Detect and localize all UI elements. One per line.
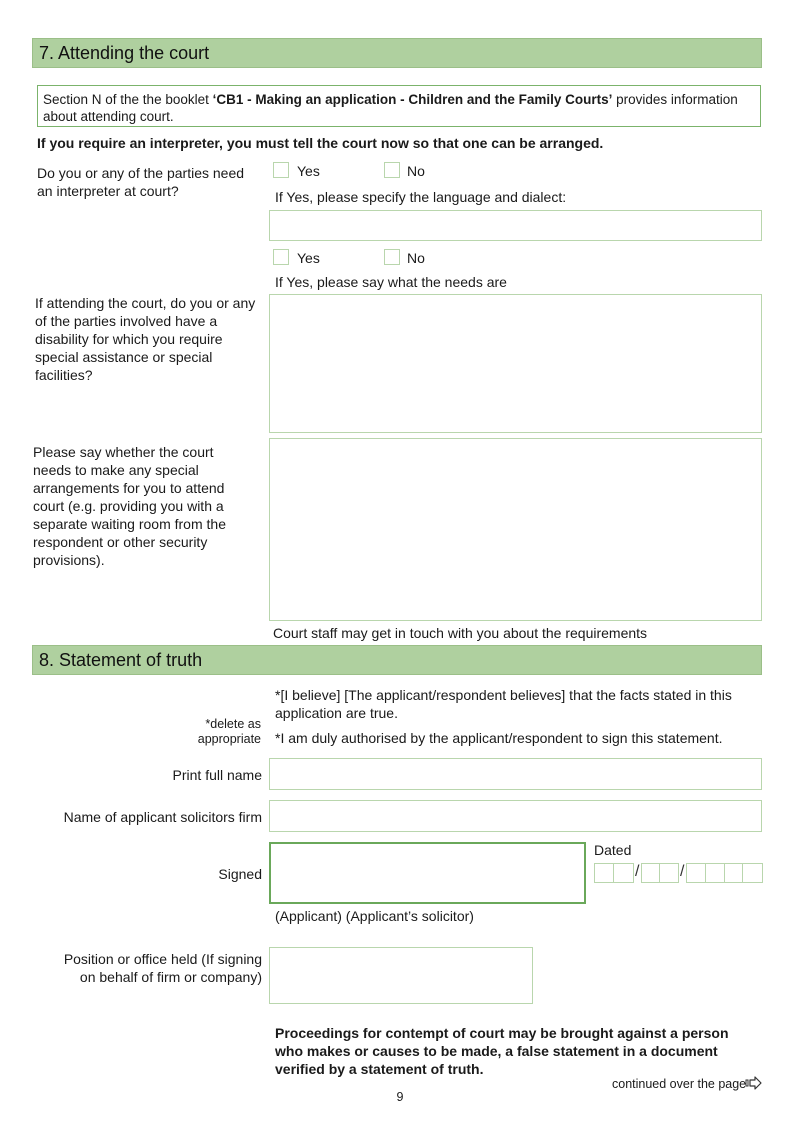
page-number: 9 — [396, 1090, 404, 1104]
disability-no-label: No — [407, 250, 425, 266]
disability-yes-label: Yes — [297, 250, 320, 266]
disability-question: If attending the court, do you or any of the parties involved have a disability for which you require special assistance or special facilities? — [35, 295, 256, 383]
needs-prompt: If Yes, please say what the needs are — [275, 274, 507, 290]
belief-statement: *[I believe] [The applicant/respondent believes] that the facts stated in this application are true. — [275, 687, 732, 721]
date-year-input[interactable] — [686, 863, 763, 883]
arrangements-question: Please say whether the court needs to make any special arrangements for you to attend court (e.g. providing you with a separate waiting room from the respondent or other security provisions). — [33, 444, 226, 568]
section-8-header: 8. Statement of truth — [32, 645, 762, 675]
authorised-statement: *I am duly authorised by the applicant/respondent to sign this statement. — [275, 730, 723, 746]
interpreter-notice: If you require an interpreter, you must tell the court now so that one can be arranged. — [37, 135, 604, 151]
signed-label: Signed — [218, 866, 262, 882]
interpreter-question: Do you or any of the parties need an interpreter at court? — [37, 165, 245, 199]
arrangements-textarea[interactable] — [269, 438, 762, 621]
signature-box[interactable] — [269, 842, 586, 904]
continued-label: continued over the page — [612, 1077, 747, 1091]
contempt-warning: Proceedings for contempt of court may be brought against a person who makes or causes to be made, a false statement in a document verified by a statement of truth. — [275, 1025, 729, 1077]
info-booklet-title: ‘CB1 - Making an application - Children and the Family Courts’ — [212, 92, 613, 107]
info-box — [37, 85, 761, 127]
date-separator-1: / — [635, 863, 640, 880]
signed-caption: (Applicant) (Applicant’s solicitor) — [275, 908, 474, 924]
date-day-input[interactable] — [594, 863, 634, 883]
print-name-label: Print full name — [172, 767, 262, 783]
date-separator-2: / — [680, 863, 685, 880]
position-label: Position or office held (If signing on behalf of firm or company) — [63, 951, 262, 985]
disability-needs-textarea[interactable] — [269, 294, 762, 433]
section-7-header: 7. Attending the court — [32, 38, 762, 68]
interpreter-yes-label: Yes — [297, 163, 320, 179]
language-prompt: If Yes, please specify the language and dialect: — [275, 189, 567, 205]
dated-label: Dated — [594, 842, 632, 858]
staff-note: Court staff may get in touch with you about the requirements — [273, 625, 648, 641]
info-prefix: Section N of the the booklet — [43, 92, 213, 107]
solicitors-firm-label: Name of applicant solicitors firm — [63, 809, 262, 825]
info-suffix: provides information about attending court. — [43, 92, 738, 124]
delete-note: *delete as appropriate — [197, 717, 261, 746]
position-input[interactable] — [269, 947, 533, 1004]
date-month-input[interactable] — [641, 863, 679, 883]
arrow-right-icon — [745, 1076, 763, 1093]
interpreter-no-checkbox[interactable] — [384, 162, 400, 178]
language-dialect-input[interactable] — [269, 210, 762, 241]
disability-no-checkbox[interactable] — [384, 249, 400, 265]
disability-yes-checkbox[interactable] — [273, 249, 289, 265]
print-name-input[interactable] — [269, 758, 762, 790]
interpreter-yes-checkbox[interactable] — [273, 162, 289, 178]
interpreter-no-label: No — [407, 163, 425, 179]
solicitors-firm-input[interactable] — [269, 800, 762, 832]
